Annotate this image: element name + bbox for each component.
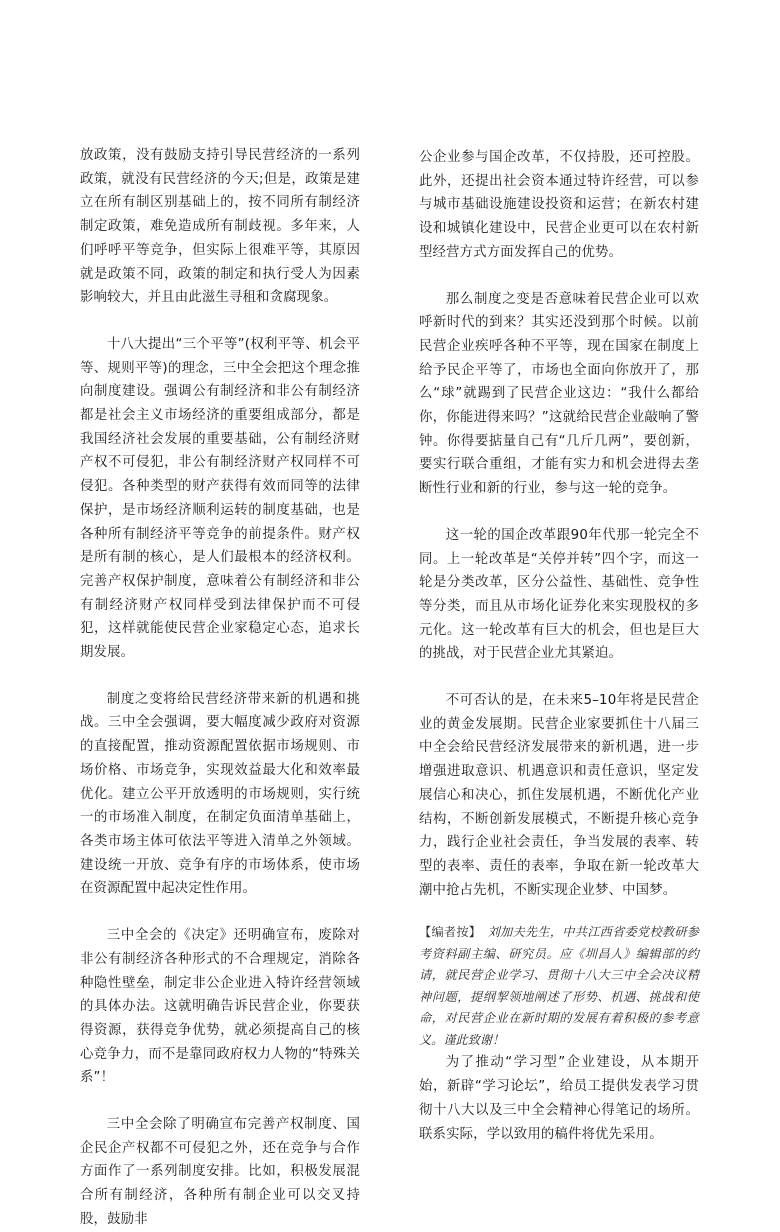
left-column	[80, 144, 360, 1232]
left-paragraph-5: 三中全会除了明确宣布完善产权制度、国企民企产权都不可侵犯之外，还在竞争与合作方面作了一系列制度安排。比如，积极发展混合所有制经济，各种所有制企业可以交叉持股，鼓励非	[80, 1117, 360, 1227]
right-column	[419, 146, 699, 1146]
right-paragraph-3: 这一轮的国企改革跟90年代那一轮完全不同。上一轮改革是“关停并转”四个字，而这一轮是分类改革，区分公益性、基础性、竞争性等分类，而且从市场化证券化来实现股权的多元化。这一轮改革有巨大的机会，但也是巨大的挑战，对于民营企业尤其紧迫。	[419, 527, 699, 662]
closing-paragraph: 为了推动“学习型”企业建设，从本期开始，新辟“学习论坛”，给员工提供发表学习贯彻十八大以及三中全会精神心得笔记的场所。联系实际，学以致用的稿件将优先采用。	[419, 1055, 699, 1142]
editor-note	[419, 922, 699, 1051]
right-paragraph-4: 不可否认的是，在未来5–10年将是民营企业的黄金发展期。民营企业家要抓住十八届三中全会给民营经济发展带来的新机遇，进一步增强进取意识、机遇意识和责任意识，坚定发展信心和决心，抓住发展机遇，不断优化产业结构，不断创新发展模式，不断提升核心竞争力，践行企业社会责任，争当发展的表率、转型的表率、责任的表率，争取在新一轮改革大潮中抢占先机，不断实现企业梦、中国梦。	[419, 693, 699, 898]
left-paragraph-1: 放政策，没有鼓励支持引导民营经济的一系列政策，就没有民营经济的今天;但是，政策是建立在所有制区别基础上的，按不同所有制经济制定政策，难免造成所有制歧视。多年来，人们呼呼平等竞争，但实际上很难平等，其原因就是政策不同，政策的制定和执行受人为因素影响较大，并且由此滋生寻租和贪腐现象。	[80, 148, 360, 306]
right-paragraph-1: 公企业参与国企改革，不仅持股，还可控股。此外，还提出社会资本通过特许经营，可以参与城市基础设施建设投资和运营；在新农村建设和城镇化建设中，民营企业更可以在农村新型经营方式方面发挥自己的优势。	[419, 150, 699, 260]
left-paragraph-3: 制度之变将给民营经济带来新的机遇和挑战。三中全会强调，要大幅度减少政府对资源的直接配置，推动资源配置依据市场规则、市场价格、市场竞争，实现效益最大化和效率最优化。建立公平开放透明的市场规则，实行统一的市场准入制度，在制定负面清单基础上，各类市场主体可依法平等进入清单之外领域。建设统一开放、竞争有序的市场体系，使市场在资源配置中起决定性作用。	[80, 691, 360, 897]
editor-note-tag: 【编者按】	[419, 925, 476, 940]
editor-note-text: 刘加夫先生，中共江西省委党校教研参考资料副主编、研究员。应《圳昌人》编辑部的约请，就民营企业学习、贯彻十八大三中全会决议精神问题，提纲挈领地阐述了形势、机遇、挑战和使命，对民营企业在新时期的发展有着积极的参考意义。谨此致谢！	[419, 925, 699, 1047]
right-paragraph-2: 那么制度之变是否意味着民营企业可以欢呼新时代的到来？其实还没到那个时候。以前民营企业疾呼各种不平等，现在国家在制度上给予民企平等了，市场也全面向你放开了，那么“球”就踢到了民营企业这边：“我什么都给你，你能进得来吗？”这就给民营企业敲响了警钟。你得要掂量自己有“几斤几两”，要创新，要实行联合重组，才能有实力和机会进得去垄断性行业和新的行业，参与这一轮的竞争。	[419, 291, 699, 497]
left-paragraph-2: 十八大提出“三个平等”(权利平等、机会平等、规则平等)的理念，三中全会把这个理念推向制度建设。强调公有制经济和非公有制经济都是社会主义市场经济的重要组成部分，都是我国经济社会发展的重要基础，公有制经济财产权不可侵犯，非公有制经济财产权同样不可侵犯。各种类型的财产获得有效而同等的法律保护，是市场经济顺利运转的制度基础，也是各种所有制经济平等竞争的前提条件。财产权是所有制的核心，是人们最根本的经济权利。完善产权保护制度，意味着公有制经济和非公有制经济财产权同样受到法律保护而不可侵犯，这样就能使民营企业家稳定心态，追求长期发展。	[80, 336, 360, 661]
left-paragraph-4: 三中全会的《决定》还明确宣布，废除对非公有制经济各种形式的不合理规定，消除各种隐性壁垒，制定非公企业进入特许经营领域的具体办法。这就明确告诉民营企业，你要获得资源，获得竞争优势，就必须提高自己的核心竞争力，而不是靠同政府权力人物的“特殊关系”！	[80, 928, 360, 1086]
